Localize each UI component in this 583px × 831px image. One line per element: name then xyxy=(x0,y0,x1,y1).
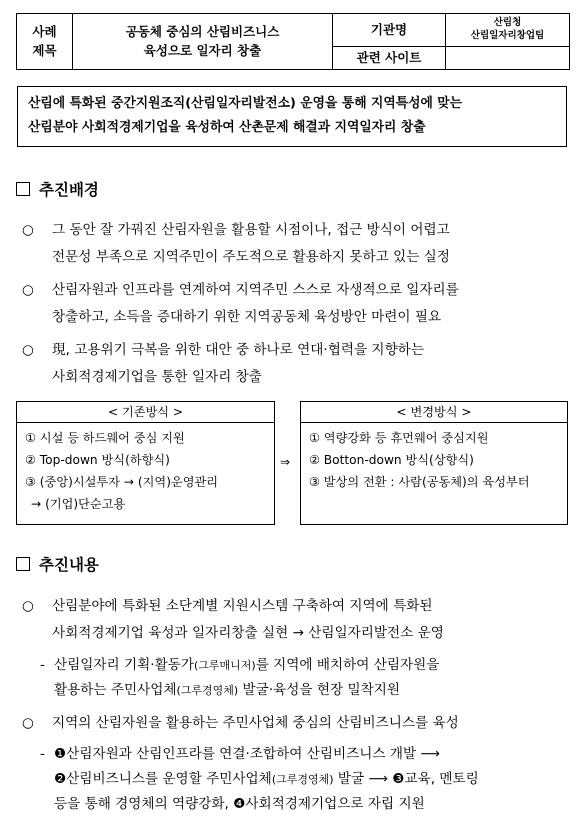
header-table xyxy=(16,13,570,70)
site-value xyxy=(446,46,570,69)
agency-value: 산림청 산림일자리창업팀 xyxy=(446,14,570,47)
square-bullet-icon xyxy=(16,557,30,571)
agency-label: 기관명 xyxy=(333,14,446,47)
old-method-item: → (기업)단순고용 xyxy=(31,497,126,511)
background-item: ○ 산림자원과 인프라를 연계하여 지역주민 스스로 자생적으로 일자리를 창출하고, 소득을 증대하기 위한 지역공동체 육성방안 마련이 필요 xyxy=(22,277,570,331)
new-method-item: ① 역량강화 등 휴먼웨어 중심지원 xyxy=(309,431,489,445)
content-sub-item: - 산림일자리 기획·활동가(그루매니저)를 지역에 배치하여 산림자원을 활용하는 주민사업체(그루경영체) 발굴·육성을 현장 밀착지원 xyxy=(40,653,570,703)
square-bullet-icon xyxy=(16,182,30,196)
summary-line: 산림에 특화된 중간지원조직(산림일자리발전소) 운영을 통해 지역특성에 맞는 xyxy=(28,96,463,111)
old-method-box xyxy=(16,401,275,525)
background-item: ○ 現, 고용위기 극복을 위한 대안 중 하나로 연대·협력을 지향하는 사회적경제기업을 통한 일자리 창출 xyxy=(22,337,570,391)
site-label: 관련 사이트 xyxy=(333,46,446,69)
new-method-item: ② Botton-down 방식(상향식) xyxy=(309,453,474,467)
dash-bullet: - xyxy=(40,746,45,762)
new-method-title: < 변경방식 > xyxy=(301,402,567,423)
section-heading-background: 추진배경 xyxy=(16,178,99,200)
old-method-item: ① 시설 등 하드웨어 중심 지원 xyxy=(25,431,185,445)
old-method-title: < 기존방식 > xyxy=(17,402,274,423)
case-title-label: 사례 제목 xyxy=(17,14,73,70)
old-method-item: ② Top-down 방식(하향식) xyxy=(25,453,170,467)
new-method-box xyxy=(300,401,568,525)
section-heading-content: 추진내용 xyxy=(16,553,99,575)
arrow-right-icon: ⇒ xyxy=(280,455,291,469)
circle-bullet-icon: ○ xyxy=(22,282,34,298)
old-method-item: ③ (중앙)시설투자 → (지역)운영관리 xyxy=(25,475,219,489)
dash-bullet: - xyxy=(40,657,45,673)
new-method-item: ③ 발상의 전환 : 사람(공동체)의 육성부터 xyxy=(309,475,530,489)
case-title: 공동체 중심의 산림비즈니스 육성으로 일자리 창출 xyxy=(73,14,333,70)
background-item: ○ 그 동안 잘 가꿔진 산림자원을 활용할 시점이나, 접근 방식이 어렵고 전문성 부족으로 지역주민이 주도적으로 활용하지 못하고 있는 실정 xyxy=(22,217,570,271)
content-item: ○ 지역의 산림자원을 활용하는 주민사업체 중심의 산림비즈니스를 육성 xyxy=(22,710,570,737)
circle-bullet-icon: ○ xyxy=(22,222,34,238)
circle-bullet-icon: ○ xyxy=(22,715,34,731)
content-item: ○ 산림분야에 특화된 소단계별 지원시스템 구축하여 지역에 특화된 사회적경제기업 육성과 일자리창출 실현 → 산림일자리발전소 운영 xyxy=(22,593,570,647)
circle-bullet-icon: ○ xyxy=(22,598,34,614)
circle-bullet-icon: ○ xyxy=(22,342,34,358)
content-sub-item: - ❶산림자원과 산림인프라를 연결·조합하여 산림비즈니스 개발 ⟶ ❷산림비즈니스를 운영할 주민사업체(그루경영체) 발굴 ⟶ ❸교육, 멘토링 등을 통해 경영체의 역량강화, ❹사회적경제기업으로 자립 지원 xyxy=(40,742,570,817)
summary-box xyxy=(17,86,567,147)
summary-line: 산림분야 사회적경제기업을 육성하여 산촌문제 해결과 지역일자리 창출 xyxy=(28,120,426,135)
